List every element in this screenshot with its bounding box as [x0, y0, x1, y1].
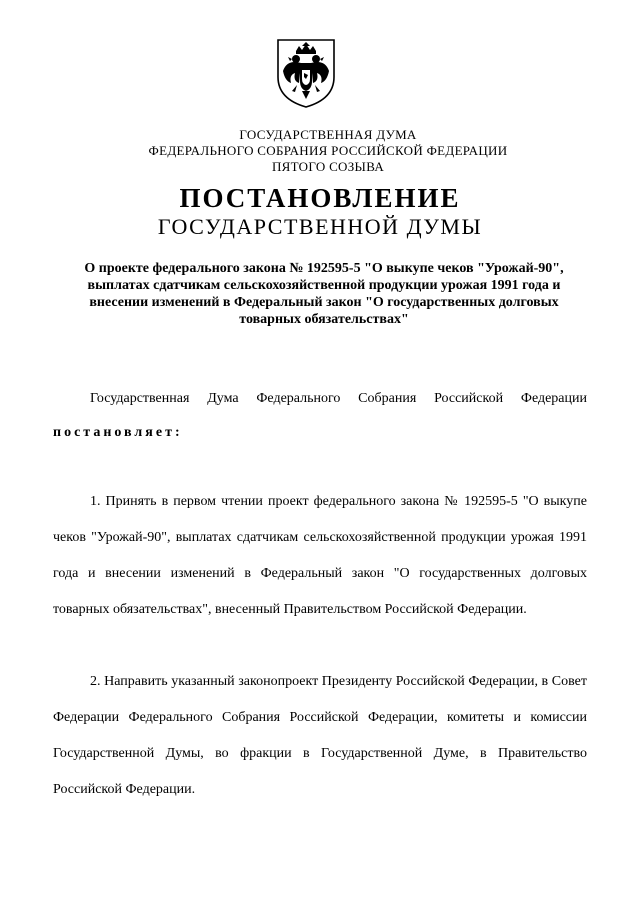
- preamble-paragraph: [53, 382, 587, 450]
- preamble-verb: постановляет:: [53, 425, 183, 440]
- resolution-subject: О проекте федерального закона № 192595-5 "О выкупе чеков "Урожай-90", выплатах сдатчикам сельскохозяйственной продукции урожая 1991 года и внесении изменений в Федеральный закон "О государственных долговых товарных обязательствах": [84, 261, 564, 327]
- document-subtitle: ГОСУДАРСТВЕННОЙ ДУМЫ: [157, 214, 483, 239]
- preamble-text: Государственная Дума Федерального Собрания Российской Федерации: [90, 391, 587, 406]
- paragraph-1: 1. Принять в первом чтении проект федерального закона № 192595-5 "О выкупе чеков "Урожай-90", выплатах сдатчикам сельскохозяйственной продукции урожая 1991 года и внесении изменений в Федеральный закон "О государственных долговых товарных обязательствах", внесенный Правительством Российской Федерации.: [53, 494, 587, 617]
- issuer-line-2: ФЕДЕРАЛЬНОГО СОБРАНИЯ РОССИЙСКОЙ ФЕДЕРАЦИИ: [148, 143, 508, 158]
- issuer-line-3: ПЯТОГО СОЗЫВА: [271, 159, 385, 174]
- paragraph-2: 2. Направить указанный законопроект Президенту Российской Федерации, в Совет Федерации Федерального Собрания Российской Федерации, комитеты и комиссии Государственной Думы, во фракции в Государственной Думе, в Правительство Российской Федерации.: [53, 674, 587, 797]
- document-title: ПОСТАНОВЛЕНИЕ: [179, 183, 461, 213]
- coat-of-arms-emblem: [275, 37, 337, 109]
- issuer-line-1: ГОСУДАРСТВЕННАЯ ДУМА: [239, 127, 417, 142]
